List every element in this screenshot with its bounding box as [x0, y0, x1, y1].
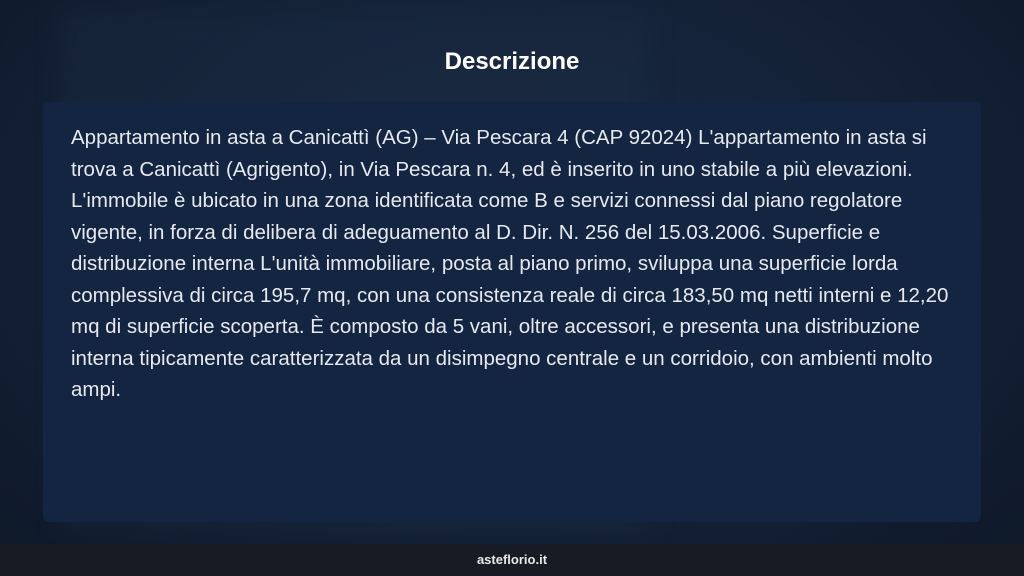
description-card	[43, 102, 981, 522]
description-text: Appartamento in asta a Canicattì (AG) – Via Pescara 4 (CAP 92024) L'appartamento in asta si trova a Canicattì (Agrigento), in Via Pescara n. 4, ed è inserito in uno stabile a più elevazioni. L'immobile è ubicato in una zona identificata come B e servizi connessi dal piano regolatore vigente, in forza di delibera di adeguamento al D. Dir. N. 256 del 15.03.2006. Superficie e distribuzione interna L'unità immobiliare, posta al piano primo, sviluppa una superficie lorda complessiva di circa 195,7 mq, con una consistenza reale di circa 183,50 mq netti interni e 12,20 mq di superficie scoperta. È composto da 5 vani, oltre accessori, e presenta una distribuzione interna tipicamente caratterizzata da un disimpegno centrale e un corridoio, con ambienti molto ampi.	[71, 126, 949, 401]
footer-brand: asteflorio.it	[476, 552, 548, 567]
page-title: Descrizione	[444, 48, 580, 75]
footer-bar	[0, 544, 1024, 576]
